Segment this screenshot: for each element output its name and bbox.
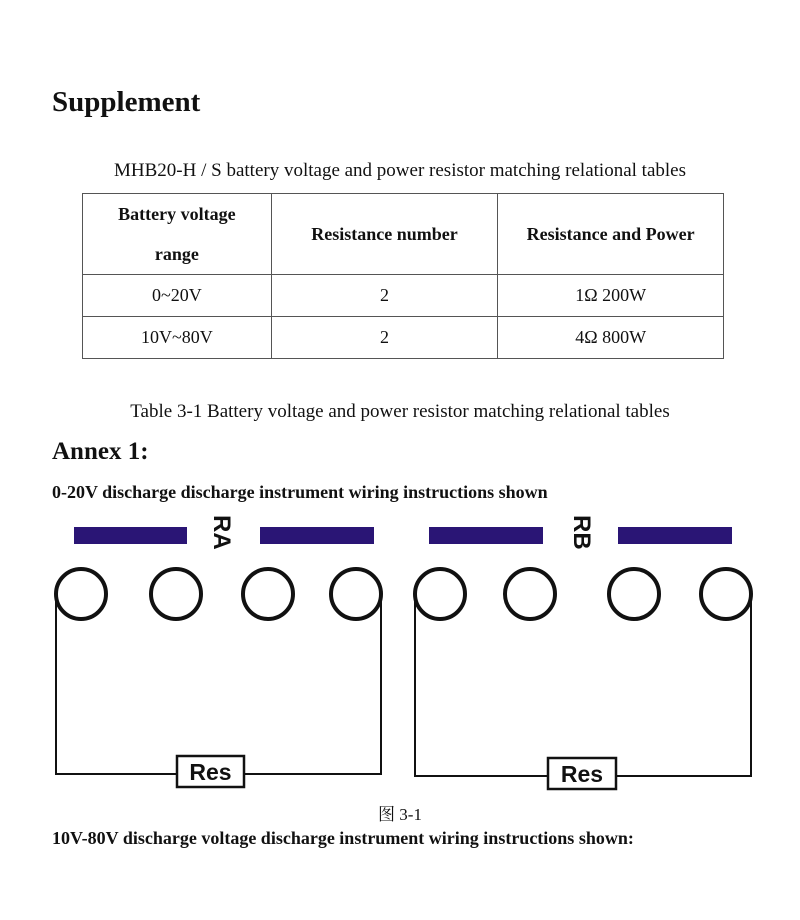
cell-number: 2 [271,317,498,359]
ra-bar-right [260,527,374,544]
cell-power: 4Ω 800W [498,317,724,359]
table-row [83,317,724,359]
voltage-resistor-table [82,193,724,359]
ra-wire-left [56,594,177,774]
ra-terminal-1 [56,569,106,619]
annex-heading: Annex 1: [52,438,149,465]
ra-terminal-3 [243,569,293,619]
rb-bar-left [429,527,543,544]
header-col1-line1: Battery voltage [118,204,236,224]
rb-bar-right [618,527,732,544]
resistor-b-label: Res [560,761,604,787]
supplement-heading: Supplement [52,86,201,118]
rb-terminal-4 [701,569,751,619]
cell-voltage: 0~20V [83,275,272,317]
cell-voltage: 10V~80V [83,317,272,359]
rb-label: RB [568,515,595,550]
rb-terminal-1 [415,569,465,619]
rb-wire-left [415,594,548,776]
resistor-a [177,756,244,787]
rb-wire-right [616,594,751,776]
ra-terminal-4 [331,569,381,619]
figure-caption: 图 3-1 [378,805,422,824]
wiring-diagram [0,505,800,795]
table-caption-top: MHB20-H / S battery voltage and power resistor matching relational tables [114,160,686,181]
rb-terminal-3 [609,569,659,619]
ra-wire-right [244,594,381,774]
table-row [83,275,724,317]
resistor-a-label: Res [189,759,232,785]
cell-power: 1Ω 200W [498,275,724,317]
rb-terminal-2 [505,569,555,619]
header-battery-voltage-range [83,194,272,275]
table-caption-bottom: Table 3-1 Battery voltage and power resistor matching relational tables [130,401,670,422]
ra-bar-left [74,527,187,544]
ra-terminal-2 [151,569,201,619]
cell-number: 2 [271,275,498,317]
table-header-row [83,194,724,275]
header-resistance-number: Resistance number [271,194,498,275]
wiring-instructions-0-20v: 0-20V discharge discharge instrument wiring instructions shown [52,482,548,502]
header-col1-line2: range [154,244,199,264]
wiring-instructions-10-80v: 10V-80V discharge voltage discharge instrument wiring instructions shown: [52,828,634,848]
header-resistance-power: Resistance and Power [498,194,724,275]
resistor-b [548,758,616,789]
ra-label: RA [208,515,235,550]
